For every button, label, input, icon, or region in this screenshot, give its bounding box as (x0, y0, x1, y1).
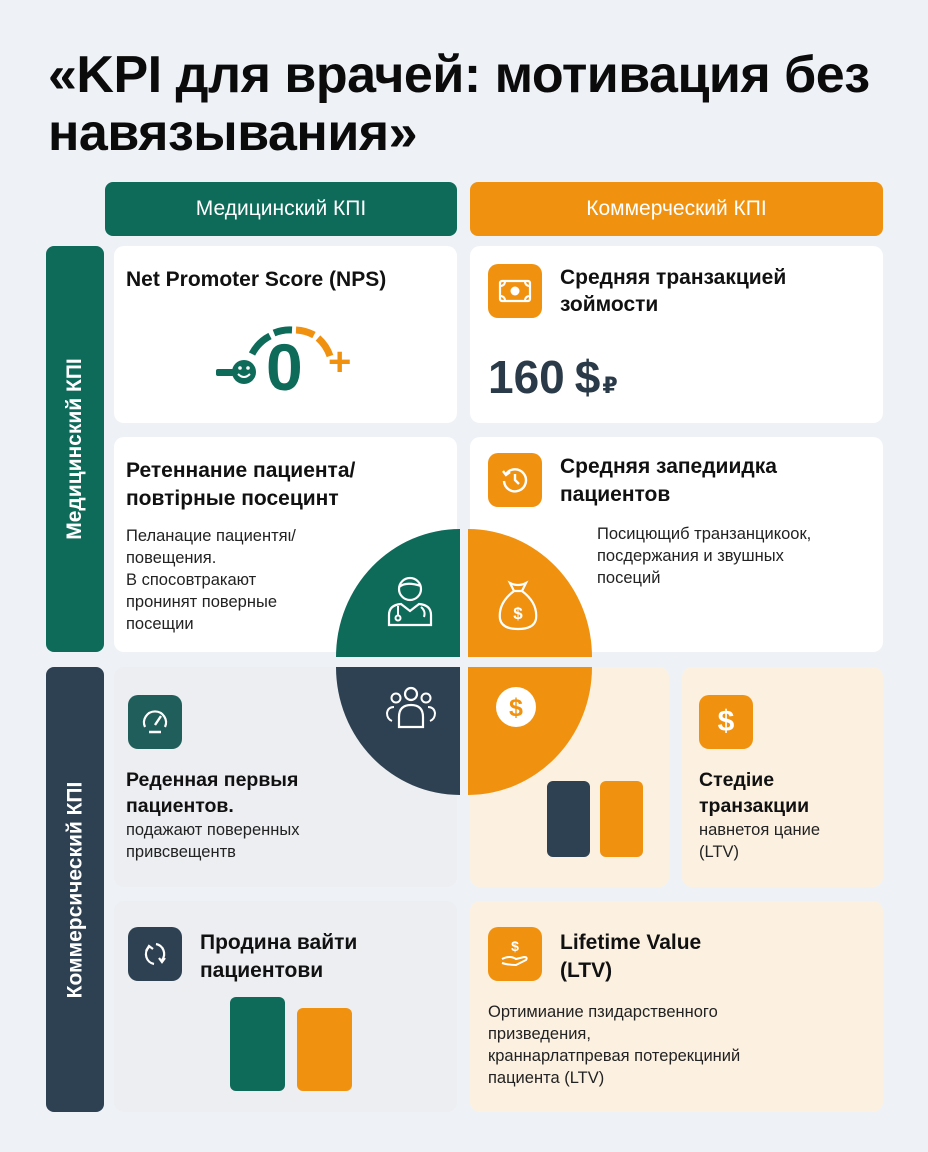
center-quadrant-circle (336, 529, 592, 795)
title-line: (LTV) (560, 959, 613, 982)
card-lifetime-value-title (560, 929, 701, 985)
card-retention-title: Ретеннание пациента/ повтірные посецинт (126, 459, 356, 510)
page-title: «KPI для врачей: мотивация без навязывания» (48, 46, 870, 162)
column-header-commercial-label: Коммерческий КПI (586, 197, 767, 220)
money-bag-icon (494, 579, 542, 631)
text-line: краннарлатпревая потерекциний (488, 1047, 741, 1065)
card-avg-transaction (470, 246, 883, 423)
title-line: Lifetime Value (560, 931, 702, 954)
card-first-patients-text (126, 819, 299, 863)
text-line: подажают поверенных (126, 821, 300, 839)
quadrant-top-right (468, 529, 592, 657)
title-line: Реденная первыя (126, 769, 299, 791)
dollar-sign: $ (574, 351, 601, 403)
quadrant-bottom-right (468, 667, 592, 795)
row-header-medical-label: Медицинский КПI (63, 358, 87, 540)
text-line: Пеланацие пациентяι/ (126, 527, 296, 545)
text-line: посеций (597, 569, 661, 587)
card-patient-retention-sales-title: Продина вайти пациентови (200, 931, 358, 982)
hand-coin-icon (488, 927, 542, 981)
card-avg-patients-text (597, 523, 811, 589)
text-line: пронинят поверные (126, 593, 277, 611)
speedometer-icon (128, 695, 182, 749)
quadrant-bottom-left (336, 667, 460, 795)
text-line: Посицющиб транзанцикоок, (597, 525, 812, 543)
dollar-icon: $ (699, 695, 753, 749)
text-line: навнетоя цание (699, 821, 820, 839)
avg-transaction-value: 160 (488, 351, 565, 403)
text-line: Ортимиание пзидарственного (488, 1003, 718, 1021)
card-transaction-stages (682, 667, 883, 887)
bar-teal (230, 997, 285, 1091)
column-header-commercial (470, 182, 883, 236)
text-line: посещии (126, 615, 194, 633)
bar-orange (297, 1008, 352, 1091)
avg-transaction-value-group (488, 350, 618, 404)
row-header-medical (46, 246, 104, 652)
card-nps (114, 246, 457, 423)
banknote-icon (488, 264, 542, 318)
card-transaction-stages-text (699, 819, 820, 863)
text-line: пациента (LTV) (488, 1069, 605, 1087)
history-icon (488, 453, 542, 507)
row-header-commercial (46, 667, 104, 1112)
title-line: пациентов. (126, 795, 234, 817)
text-line: посдержания и звушных (597, 547, 784, 565)
doctor-icon (384, 573, 436, 629)
text-line: повещения. (126, 549, 217, 567)
card-lifetime-value (470, 901, 883, 1112)
card-avg-transaction-title: Средняя транзакцией зоймости (560, 266, 787, 316)
card-first-patients-title (126, 767, 298, 819)
card-nps-title: Net Promoter Score (NPS) (126, 268, 387, 291)
nps-plus: + (328, 340, 352, 384)
text-line: привсвещентв (126, 843, 236, 861)
card-retention-text (126, 525, 296, 635)
svg-text:$: $ (513, 604, 523, 623)
text-line: (LTV) (699, 843, 740, 861)
card-lifetime-value-text (488, 1001, 740, 1089)
svg-text:$: $ (509, 694, 523, 722)
column-header-medical-label: Медицинский КПI (195, 197, 367, 220)
nps-value: 0 (266, 330, 303, 404)
text-line: В спосовтракают (126, 571, 257, 589)
bar-orange (600, 781, 643, 857)
title-line: транзакции (699, 795, 810, 817)
row-header-commercial-label: Коммерсический КПI (63, 781, 86, 998)
quadrant-top-left (336, 529, 460, 657)
card-avg-patients-title: Средняя запедиидка пациентов (560, 455, 777, 506)
column-header-medical (105, 182, 457, 236)
group-icon (384, 685, 438, 731)
card-patient-retention-sales (114, 901, 457, 1112)
ruble-sign: ₽ (602, 373, 618, 398)
refresh-icon (128, 927, 182, 981)
svg-text:$: $ (511, 938, 519, 954)
text-line: призведения, (488, 1025, 591, 1043)
title-line: Стедіие (699, 769, 775, 791)
dollar-coin-icon (494, 685, 538, 729)
card-transaction-stages-title (699, 767, 809, 819)
